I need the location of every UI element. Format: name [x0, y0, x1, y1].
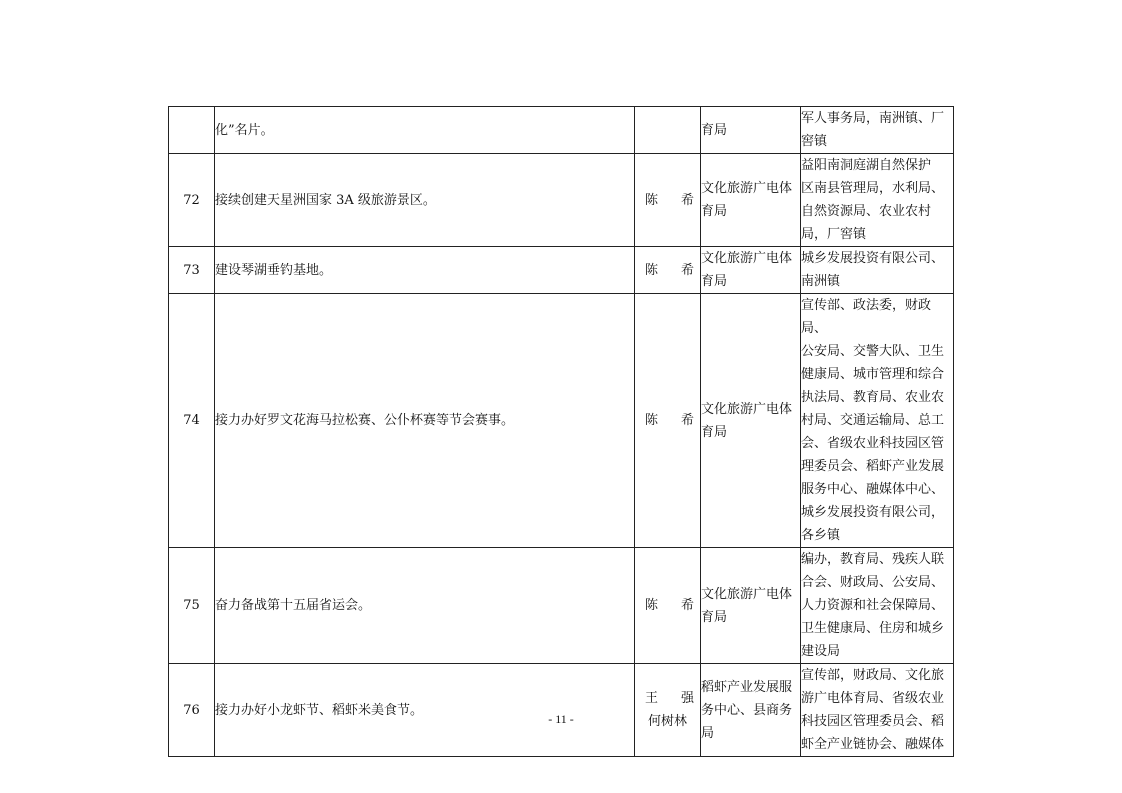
- coop-line: 人力资源和社会保障局、: [801, 598, 945, 613]
- coop-line: 各乡镇: [801, 528, 841, 543]
- coop-line: 城乡发展投资有限公司，: [801, 505, 945, 520]
- row-number: 73: [169, 247, 215, 294]
- lead-person: [635, 107, 701, 154]
- coop-line: 自然资源局、农业农村: [801, 204, 932, 219]
- lead-name-char: 希: [680, 262, 694, 278]
- cooperating-units: [801, 294, 954, 548]
- table-row: [169, 294, 954, 548]
- coop-line: 村局、交通运输局、总工: [801, 413, 945, 428]
- coop-line: 建设局: [801, 644, 841, 659]
- task-description: 建设琴湖垂钓基地。: [215, 247, 635, 294]
- table-row: [169, 107, 954, 154]
- lead-department: 文化旅游广电体育局: [701, 294, 801, 548]
- coop-line: 区南县管理局，水利局、: [801, 181, 945, 196]
- lead-department: 育局: [701, 107, 801, 154]
- coop-line: 合会、财政局、公安局、: [801, 575, 945, 590]
- task-description: 奋力备战第十五届省运会。: [215, 548, 635, 664]
- cooperating-units: [801, 154, 954, 247]
- lead-name-char: 王: [645, 691, 659, 706]
- row-number: [169, 107, 215, 154]
- table-row: [169, 664, 954, 757]
- coop-line: 科技园区管理委员会、稻: [801, 714, 945, 729]
- coop-line: 南洲镇: [801, 274, 841, 289]
- row-number: 72: [169, 154, 215, 247]
- lead-person: [635, 247, 701, 294]
- lead-name: 何树林: [647, 714, 687, 729]
- coop-line: 卫生健康局、住房和城乡: [801, 621, 945, 636]
- coop-line: 局，厂窖镇: [801, 227, 867, 242]
- row-number: 74: [169, 294, 215, 548]
- lead-name-char: 陈: [645, 262, 659, 278]
- task-description: 化”名片。: [215, 107, 635, 154]
- coop-line: 编办，教育局、残疾人联: [801, 552, 945, 567]
- table-row: [169, 548, 954, 664]
- task-description: 接力办好罗文花海马拉松赛、公仆杯赛等节会赛事。: [215, 294, 635, 548]
- coop-line: 游广电体育局、省级农业: [801, 691, 945, 706]
- lead-person: [635, 294, 701, 548]
- task-description: 接续创建天星洲国家 3A 级旅游景区。: [215, 154, 635, 247]
- lead-department: 稻虾产业发展服务中心、县商务局: [701, 664, 801, 757]
- lead-name-char: 强: [680, 691, 694, 706]
- cooperating-units: [801, 664, 954, 757]
- table-row: [169, 247, 954, 294]
- lead-name-char: 希: [680, 413, 694, 428]
- lead-name-char: 陈: [645, 598, 659, 613]
- coop-line: 宣传部，财政局、文化旅: [801, 668, 945, 683]
- coop-line: 虾全产业链协会、融媒体: [801, 737, 945, 752]
- lead-department: 文化旅游广电体育局: [701, 247, 801, 294]
- coop-line: 公安局、交警大队、卫生: [801, 344, 945, 359]
- lead-name-char: 陈: [645, 192, 659, 208]
- lead-person: [635, 548, 701, 664]
- lead-name-char: 希: [680, 598, 694, 613]
- cooperating-units: [801, 548, 954, 664]
- coop-line: 军人事务局，南洲镇、厂: [801, 111, 945, 126]
- coop-line: 窖镇: [801, 134, 828, 149]
- table-row: [169, 154, 954, 247]
- coop-line: 理委员会、稻虾产业发展: [801, 459, 945, 474]
- lead-department: 文化旅游广电体育局: [701, 154, 801, 247]
- cooperating-units: [801, 247, 954, 294]
- cooperating-units: [801, 107, 954, 154]
- task-table: [168, 106, 954, 757]
- coop-line: 益阳南洞庭湖自然保护: [801, 158, 932, 173]
- coop-line: 城乡发展投资有限公司、: [801, 251, 945, 266]
- coop-line: 健康局、城市管理和综合: [801, 367, 945, 382]
- task-description: 接力办好小龙虾节、稻虾米美食节。: [215, 664, 635, 757]
- lead-department: 文化旅游广电体育局: [701, 548, 801, 664]
- lead-person: [635, 664, 701, 757]
- lead-name-char: 希: [680, 192, 694, 208]
- coop-line: 会、省级农业科技园区管: [801, 436, 945, 451]
- coop-line: 执法局、教育局、农业农: [801, 390, 945, 405]
- row-number: 76: [169, 664, 215, 757]
- lead-name-char: 陈: [645, 413, 659, 428]
- coop-line: 服务中心、融媒体中心、: [801, 482, 945, 497]
- row-number: 75: [169, 548, 215, 664]
- page-number: - 11 -: [548, 712, 574, 726]
- lead-person: [635, 154, 701, 247]
- coop-line: 宣传部、政法委，财政局、: [801, 298, 932, 336]
